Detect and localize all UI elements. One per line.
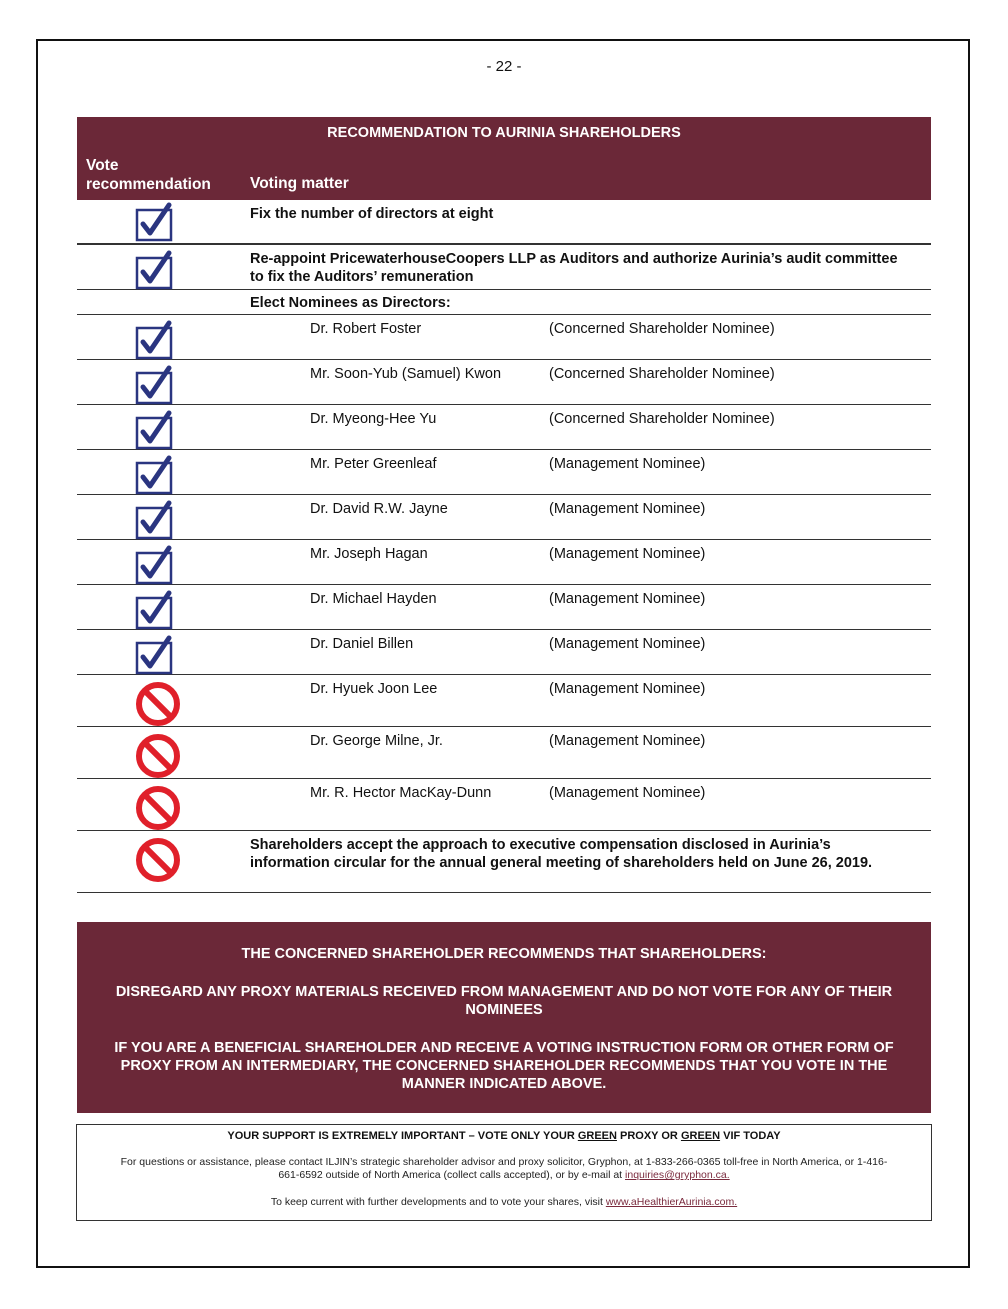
website-text: To keep current with further developments and to vote your shares, visit: [270, 1196, 606, 1208]
voting-matter: Fix the number of directors at eight: [250, 206, 494, 222]
green-proxy-text: GREEN: [577, 1130, 617, 1142]
nominee-name: Dr. Hyuek Joon Lee: [310, 681, 438, 697]
green-vif-text: GREEN: [680, 1130, 721, 1142]
table-row: [77, 315, 931, 360]
nominee-type: (Concerned Shareholder Nominee): [549, 321, 775, 337]
voting-matter: Shareholders accept the approach to executive compensation disclosed in Aurinia’s information circular for the annual general meeting of shareholders held on June 26, 2019.: [250, 837, 873, 871]
nominee-type: (Management Nominee): [549, 591, 706, 607]
nominee-type: (Management Nominee): [549, 681, 706, 697]
nominee-type: (Management Nominee): [549, 785, 706, 801]
support-headline: [77, 1130, 931, 1142]
recommendation-table-header: [77, 117, 931, 200]
nominee-name: Dr. David R.W. Jayne: [310, 501, 448, 517]
table-row: [77, 200, 931, 244]
table-row: [77, 540, 931, 585]
contact-paragraph: [117, 1156, 891, 1182]
column-header-vote: Vote recommendation: [86, 157, 211, 193]
nominee-type: (Management Nominee): [549, 456, 706, 472]
table-row: [77, 585, 931, 630]
page-number: - 22 -: [486, 58, 522, 75]
voting-table: [77, 200, 931, 893]
website-paragraph: [77, 1196, 931, 1208]
table-row: [77, 495, 931, 540]
nominee-type: (Management Nominee): [549, 546, 706, 562]
table-title: RECOMMENDATION TO AURINIA SHAREHOLDERS: [327, 125, 681, 141]
recommendation-line-2: DISREGARD ANY PROXY MATERIALS RECEIVED FROM MANAGEMENT AND DO NOT VOTE FOR ANY OF THEIR NOMINEES: [115, 984, 893, 1018]
headline-text: PROXY OR: [616, 1130, 681, 1142]
nominee-type: (Management Nominee): [549, 501, 706, 517]
nominee-name: Mr. Soon-Yub (Samuel) Kwon: [310, 366, 502, 382]
nominee-type: (Concerned Shareholder Nominee): [549, 366, 775, 382]
nominee-name: Mr. Joseph Hagan: [310, 546, 428, 562]
website-link[interactable]: www.aHealthierAurinia.com.: [605, 1196, 738, 1208]
table-row: [77, 779, 931, 831]
nominee-name: Dr. Robert Foster: [310, 321, 422, 337]
recommendation-banner: [77, 922, 931, 1113]
nominee-type: (Management Nominee): [549, 636, 706, 652]
headline-text: VIF TODAY: [720, 1130, 781, 1142]
nominee-name: Dr. Michael Hayden: [310, 591, 437, 607]
column-header-matter: Voting matter: [250, 175, 349, 192]
recommendation-line-1: THE CONCERNED SHAREHOLDER RECOMMENDS THAT SHAREHOLDERS:: [241, 946, 767, 962]
email-link[interactable]: inquiries@gryphon.ca.: [625, 1169, 730, 1181]
table-row: [77, 630, 931, 675]
table-row: [77, 831, 931, 893]
contact-text: For questions or assistance, please contact ILJIN’s strategic shareholder advisor and proxy solicitor, Gryphon, at 1-833-266-0365 toll-free in North America, or 1-416-661-6592 outside of North America (collect calls accepted), or by e-mail at: [120, 1156, 888, 1181]
table-row: [77, 675, 931, 727]
table-row: [77, 290, 931, 315]
table-row: [77, 360, 931, 405]
voting-matter: Elect Nominees as Directors:: [250, 295, 451, 311]
table-row: [77, 450, 931, 495]
voting-matter: Re-appoint PricewaterhouseCoopers LLP as Auditors and authorize Aurinia’s audit committee to fix the Auditors’ remuneration: [250, 251, 898, 285]
nominee-name: Mr. R. Hector MacKay-Dunn: [310, 785, 492, 801]
nominee-name: Dr. George Milne, Jr.: [310, 733, 443, 749]
headline-text: YOUR SUPPORT IS EXTREMELY IMPORTANT – VOTE ONLY YOUR: [227, 1130, 578, 1142]
table-row: [77, 244, 931, 290]
nominee-name: Mr. Peter Greenleaf: [310, 456, 437, 472]
nominee-type: (Concerned Shareholder Nominee): [549, 411, 775, 427]
nominee-name: Dr. Daniel Billen: [310, 636, 414, 652]
table-row: [77, 727, 931, 779]
recommendation-line-3: IF YOU ARE A BENEFICIAL SHAREHOLDER AND RECEIVE A VOTING INSTRUCTION FORM OR OTHER FORM OF PROXY FROM AN INTERMEDIARY, THE CONCERNED SHAREHOLDER RECOMMENDS THAT YOU VOTE IN THE MANNER INDICATED ABOVE.: [114, 1040, 894, 1092]
nominee-type: (Management Nominee): [549, 733, 706, 749]
support-footer: [76, 1124, 932, 1221]
nominee-name: Dr. Myeong-Hee Yu: [310, 411, 437, 427]
table-row: [77, 405, 931, 450]
